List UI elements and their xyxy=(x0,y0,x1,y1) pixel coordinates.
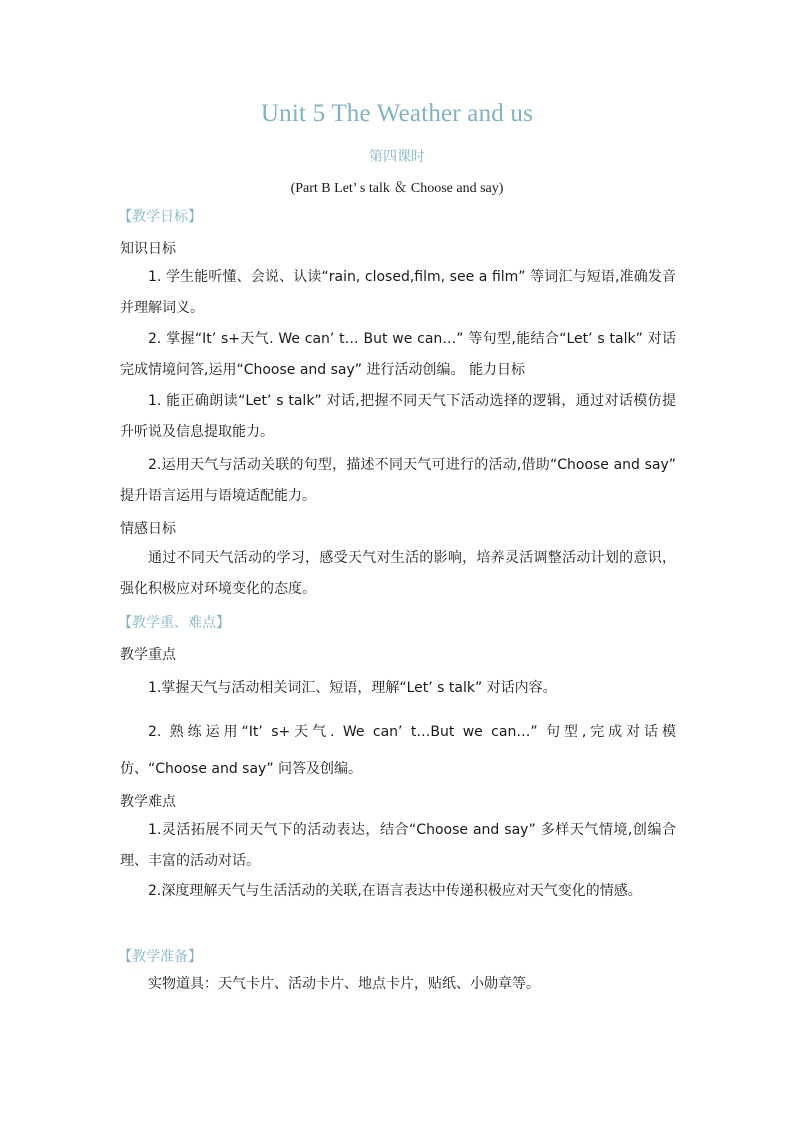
difficult-point-2: 2.深度理解天气与生活活动的关联,在语言表达中传递积极应对天气变化的情感。 xyxy=(148,883,642,899)
knowledge-objectives-label: 知识日标 xyxy=(120,241,176,257)
ability-objective-2: 2.运用天气与活动关联的句型，描述不同天气可进行的活动,借助“Choose and say” 提升语言运用与语境适配能力。 xyxy=(120,457,676,504)
emotion-objective-text: 通过不同天气活动的学习，感受天气对生活的影响，培养灵活调整活动计划的意识，强化积极应对环境变化的态度。 xyxy=(120,550,676,597)
preparation-text: 实物道具：天气卡片、活动卡片、地点卡片，贴纸、小勋章等。 xyxy=(148,976,540,992)
lesson-part: (Part B Let’ s talk ＆ Choose and say) xyxy=(290,181,504,196)
key-point-1: 1.掌握天气与活动相关词汇、短语，理解“Let’ s talk” 对话内容。 xyxy=(148,680,557,696)
ability-objective-1: 1. 能正确朗读“Let’ s talk” 对话,把握不同天气下活动选择的逻辑，通过对话模仿提升听说及信息提取能力。 xyxy=(120,393,676,440)
preparation-heading: 【教学准备】 xyxy=(118,949,202,965)
key-point-2: 2. 熟练运用“It’ s+天气. We can’ t…But we can…” 句型,完成对话模仿、“Choose and say” 问答及创编。 xyxy=(120,724,676,777)
lesson-subtitle: 第四课时 xyxy=(369,149,425,165)
objectives-heading: 【教学日标】 xyxy=(118,209,202,225)
difficult-points-label: 教学难点 xyxy=(120,794,176,810)
emotion-objectives-label: 情感日标 xyxy=(120,521,176,537)
document-title: Unit 5 The Weather and us xyxy=(260,100,534,127)
knowledge-objective-1: 1. 学生能听懂、会说、认读“rain, closed,film, see a film” 等词汇与短语,准确发音并理解词义。 xyxy=(120,269,676,316)
key-points-label: 教学重点 xyxy=(120,647,176,663)
knowledge-objective-2: 2. 掌握“It’ s+天气. We can’ t… But we can…” 等句型,能结合“Let’ s talk” 对话完成情境问答,运用“Choose and say” 进行活动创编。 能力日标 xyxy=(120,331,676,378)
key-points-heading: 【教学重、难点】 xyxy=(118,615,230,631)
difficult-point-1: 1.灵活拓展不同天气下的活动表达，结合“Choose and say” 多样天气情境,创编合理、丰富的活动对话。 xyxy=(120,822,676,869)
